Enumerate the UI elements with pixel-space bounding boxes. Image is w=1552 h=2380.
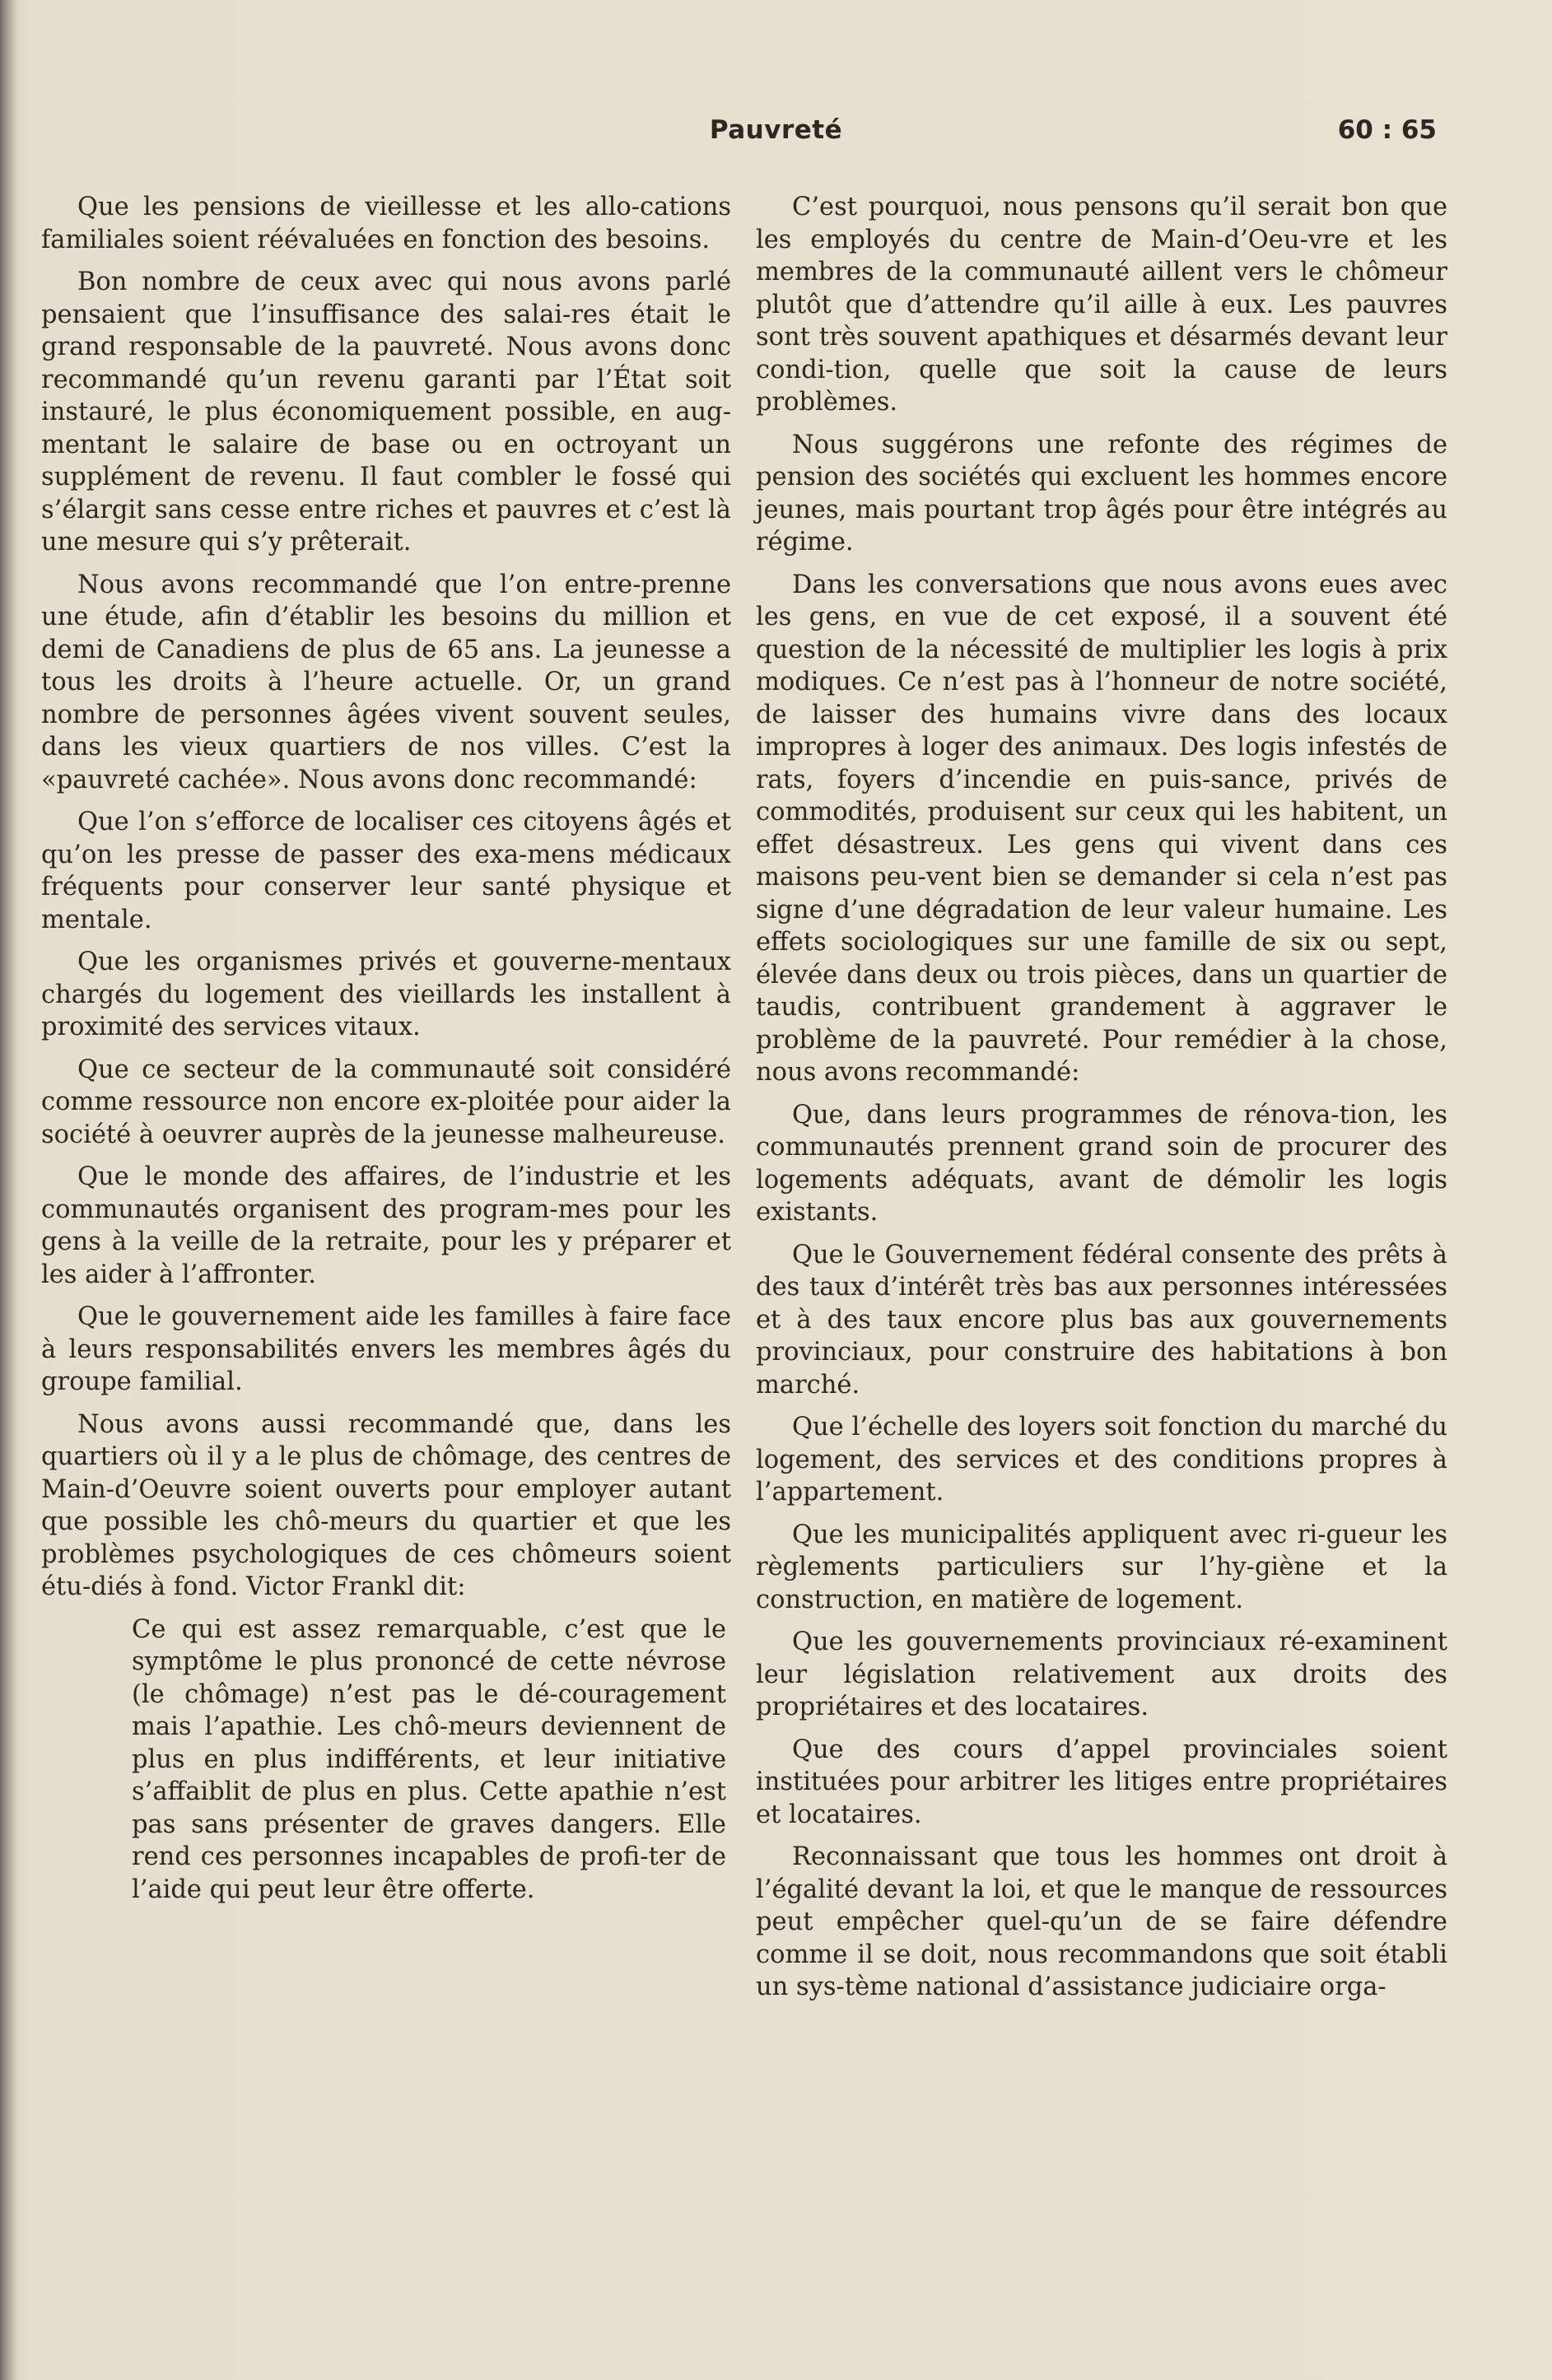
paragraph: Que le monde des affaires, de l’industrie et les communautés organisent des program-mes pour les gens à la veille de la retraite, pour les y préparer et les aider à l’affronter.	[41, 1162, 731, 1289]
running-title: Pauvreté	[709, 115, 843, 145]
paragraph: Que ce secteur de la communauté soit considéré comme ressource non encore ex-ploitée pour aider la société à oeuvrer auprès de la jeunesse malheureuse.	[41, 1055, 731, 1149]
paragraph: Que l’échelle des loyers soit fonction du marché du logement, des services et des conditions propres à l’appartement.	[756, 1413, 1447, 1507]
paragraph: Que le gouvernement aide les familles à faire face à leurs responsabilités envers les membres âgés du groupe familial.	[41, 1302, 731, 1396]
left-column	[41, 191, 731, 1906]
paragraph: Bon nombre de ceux avec qui nous avons parlé pensaient que l’insuffisance des salai-res était le grand responsable de la pauvreté. Nous avons donc recommandé qu’un revenu garanti par l’État soit instauré, le plus économiquement possible, en aug-mentant le salaire de base ou en octroyant un supplément de revenu. Il faut combler le fossé qui s’élargit sans cesse entre riches et pauvres et c’est là une mesure qui s’y prêterait.	[41, 268, 731, 557]
page-number: 60 : 65	[1337, 115, 1437, 145]
paragraph: Dans les conversations que nous avons eues avec les gens, en vue de cet exposé, il a souvent été question de la nécessité de multiplier les logis à prix modiques. Ce n’est pas à l’honneur de notre société, de laisser des humains vivre dans des locaux impropres à loger des animaux. Des logis infestés de rats, foyers d’incendie en puis-sance, privés de commodités, produisent sur ceux qui les habitent, un effet désastreux. Les gens qui vivent dans ces maisons peu-vent bien se demander si cela n’est pas signe d’une dégradation de leur valeur humaine. Les effets sociologiques sur une famille de six ou sept, élevée dans deux ou trois pièces, dans un quartier de taudis, contribuent grandement à aggraver le problème de la pauvreté. Pour remédier à la chose, nous avons recommandé:	[756, 570, 1447, 1087]
block-quote: Ce qui est assez remarquable, c’est que le symptôme le plus prononcé de cette névrose (le chômage) n’est pas le dé-couragement mais l’apathie. Les chô-meurs deviennent de plus en plus indifférents, et leur initiative s’affaiblit de plus en plus. Cette apathie n’est pas sans présenter de graves dangers. Elle rend ces personnes incapables de profi-ter de l’aide qui peut leur être offerte.	[132, 1614, 726, 1904]
paragraph: Que, dans leurs programmes de rénova-tion, les communautés prennent grand soin de procurer des logements adéquats, avant de démolir les logis existants.	[756, 1100, 1447, 1227]
paragraph: Que les municipalités appliquent avec ri-gueur les règlements particuliers sur l’hy-giène et la construction, en matière de logement.	[756, 1520, 1447, 1614]
paragraph: Que les organismes privés et gouverne-mentaux chargés du logement des vieillards les installent à proximité des services vitaux.	[41, 948, 731, 1041]
paragraph: C’est pourquoi, nous pensons qu’il serait bon que les employés du centre de Main-d’Oeu-vre et les membres de la communauté aillent vers le chômeur plutôt que d’attendre qu’il aille à eux. Les pauvres sont très souvent apathiques et désarmés devant leur condi-tion, quelle que soit la cause de leurs problèmes.	[756, 193, 1447, 417]
paragraph: Que l’on s’efforce de localiser ces citoyens âgés et qu’on les presse de passer des exa-mens médicaux fréquents pour conserver leur santé physique et mentale.	[41, 808, 731, 934]
page-header	[0, 115, 1552, 153]
paragraph: Que des cours d’appel provinciales soient instituées pour arbitrer les litiges entre propriétaires et locataires.	[756, 1735, 1447, 1829]
paragraph: Nous avons recommandé que l’on entre-prenne une étude, afin d’établir les besoins du million et demi de Canadiens de plus de 65 ans. La jeunesse a tous les droits à l’heure actuelle. Or, un grand nombre de personnes âgées vivent souvent seules, dans les vieux quartiers de nos villes. C’est la «pauvreté cachée». Nous avons donc recommandé:	[41, 570, 731, 794]
paragraph: Que le Gouvernement fédéral consente des prêts à des taux d’intérêt très bas aux personnes intéressées et à des taux encore plus bas aux gouvernements provinciaux, pour construire des habitations à bon marché.	[756, 1240, 1447, 1400]
paragraph: Nous avons aussi recommandé que, dans les quartiers où il y a le plus de chômage, des centres de Main-d’Oeuvre soient ouverts pour employer autant que possible les chô-meurs du quartier et que les problèmes psychologiques de ces chômeurs soient étu-diés à fond. Victor Frankl dit:	[41, 1409, 731, 1601]
right-column	[756, 191, 1447, 2014]
paragraph: Que les pensions de vieillesse et les allo-cations familiales soient réévaluées en fonction des besoins.	[41, 193, 731, 254]
paragraph: Que les gouvernements provinciaux ré-examinent leur législation relativement aux droits des propriétaires et des locataires.	[756, 1628, 1447, 1721]
binding-edge	[0, 0, 18, 2380]
paragraph: Reconnaissant que tous les hommes ont droit à l’égalité devant la loi, et que le manque de ressources peut empêcher quel-qu’un de se faire défendre comme il se doit, nous recommandons que soit établi un sys-tème national d’assistance judiciaire orga-	[756, 1842, 1447, 2001]
paragraph: Nous suggérons une refonte des régimes de pension des sociétés qui excluent les hommes encore jeunes, mais pourtant trop âgés pour être intégrés au régime.	[756, 430, 1447, 557]
